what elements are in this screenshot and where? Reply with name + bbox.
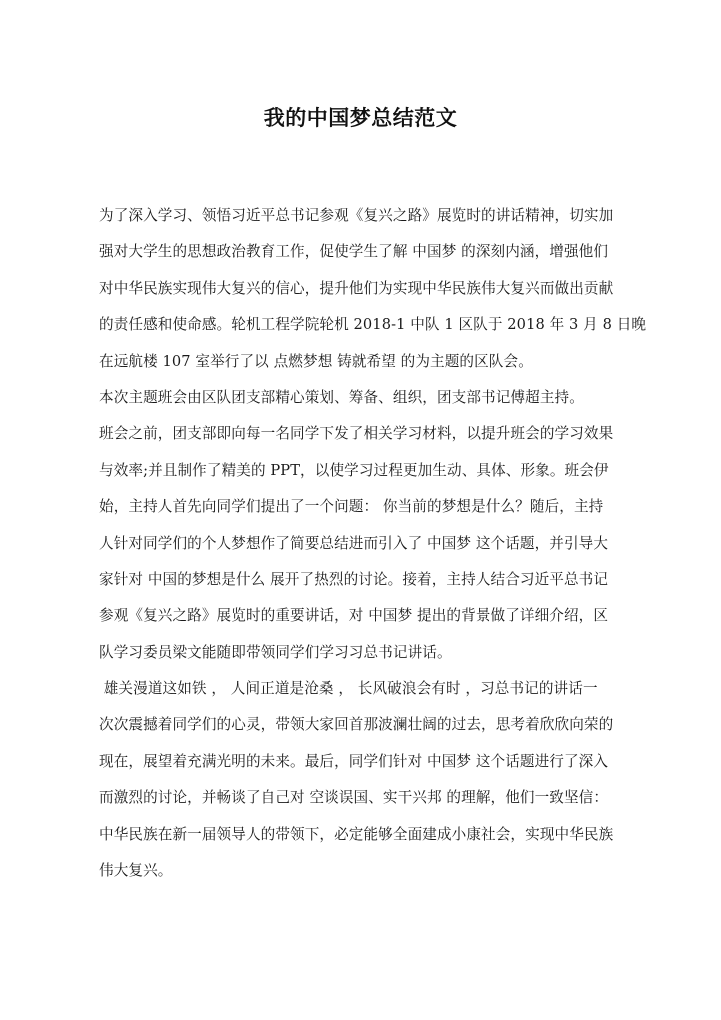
- text-line: 中华民族在新一届领导人的带领下，必定能够全面建成小康社会，实现中华民族: [99, 825, 614, 843]
- text-line: 在远航楼 107 室举行了以 点燃梦想 铸就希望 的为主题的区队会。: [99, 352, 533, 370]
- paragraph: [99, 380, 623, 416]
- text-line: 参观《复兴之路》展览时的重要讲话，对 中国梦 提出的背景做了详细介绍，区: [99, 607, 609, 625]
- text-line: 始，主持人首先向同学们提出了一个问题： 你当前的梦想是什么？随后，主持: [99, 498, 604, 516]
- text-line: 次次震撼着同学们的心灵，带领大家回首那波澜壮阔的过去，思考着欣欣向荣的: [99, 716, 614, 734]
- text-line: 家针对 中国的梦想是什么 展开了热烈的讨论。接着，主持人结合习近平总书记: [99, 570, 609, 588]
- paragraph: [99, 416, 623, 671]
- text-line: 现在，展望着充满光明的未来。最后，同学们针对 中国梦 这个话题进行了深入: [99, 752, 609, 770]
- document-body: [99, 198, 647, 889]
- text-line: 班会之前，团支部即向每一名同学下发了相关学习材料，以提升班会的学习效果: [99, 425, 614, 443]
- text-line: 伟大复兴。: [99, 862, 173, 880]
- text-line: 为了深入学习、领悟习近平总书记参观《复兴之路》展览时的讲话精神，切实加: [99, 207, 614, 224]
- text-line: 对中华民族实现伟大复兴的信心，提升他们为实现中华民族伟大复兴而做出贡献: [99, 279, 614, 297]
- text-line: 的责任感和使命感。轮机工程学院轮机 2018-1 中队 1 区队于 2018 年 3 月 8 日晚: [99, 316, 647, 334]
- text-line: 强对大学生的思想政治教育工作，促使学生了解 中国梦 的深刻内涵，增强他们: [99, 243, 609, 261]
- text-line: 与效率;并且制作了精美的 PPT，以使学习过程更加生动、具体、形象。班会伊: [99, 461, 609, 479]
- text-line: 队学习委员梁文能随即带领同学们学习习总书记讲话。: [99, 643, 452, 661]
- text-line: 雄关漫道这如铁 ， 人间正道是沧桑 ， 长风破浪会有时 ，习总书记的讲话一: [99, 680, 598, 698]
- paragraph: [99, 671, 623, 889]
- text-line: 人针对同学们的个人梦想作了简要总结进而引入了 中国梦 这个话题，并引导大: [99, 534, 609, 552]
- text-line: 本次主题班会由区队团支部精心策划、筹备、组织，团支部书记傅超主持。: [99, 388, 584, 406]
- page-title: 我的中国梦总结范文: [263, 105, 458, 131]
- paragraph: [99, 198, 647, 380]
- text-line: 而激烈的讨论，并畅谈了自己对 空谈误国、实干兴邦 的理解，他们一致坚信：: [99, 789, 609, 807]
